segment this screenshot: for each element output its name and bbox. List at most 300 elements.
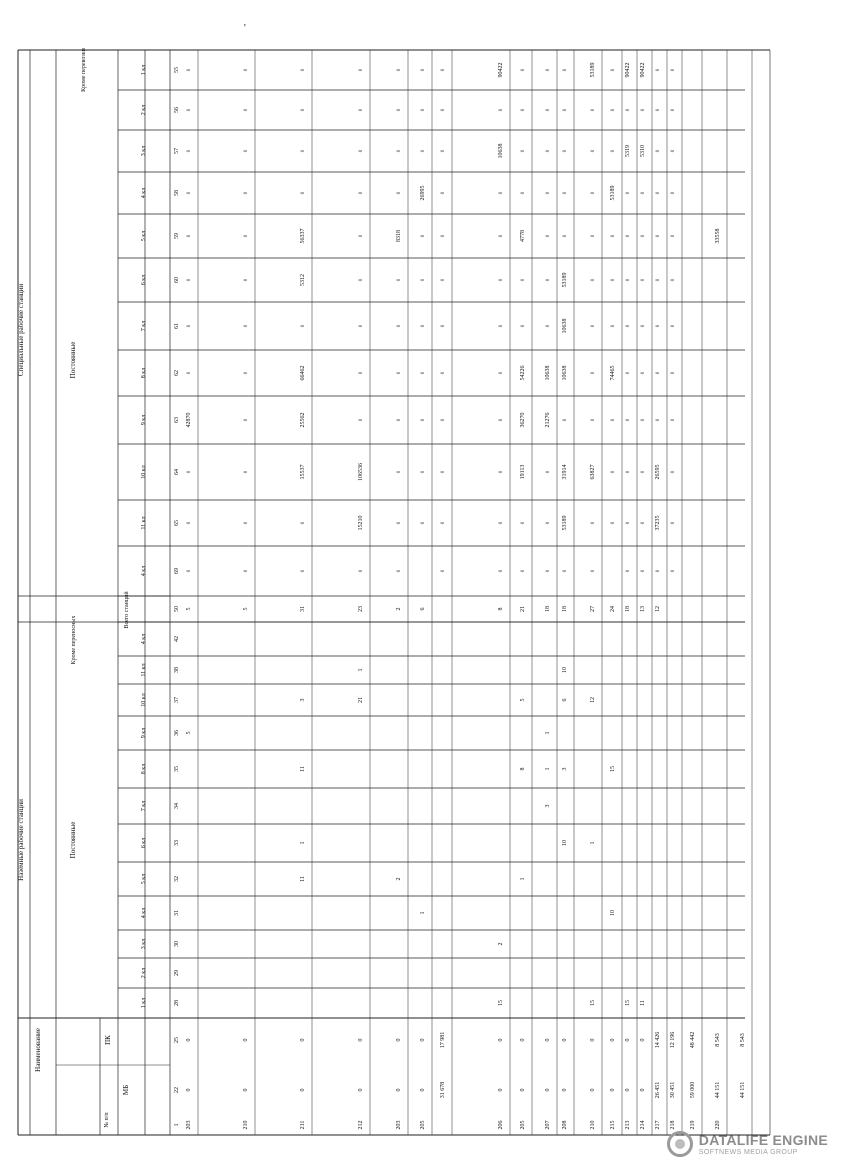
cell-zero: 0 [671, 68, 676, 72]
watermark-title: DATALIFE ENGINE [698, 1131, 828, 1148]
cell-zero: 0 [671, 324, 676, 328]
cell-zero: 0 [244, 371, 249, 375]
cell-zero: 0 [441, 234, 446, 238]
row-value-a: 0 [300, 1088, 306, 1092]
cell-zero: 0 [421, 324, 426, 328]
cell-zero: 0 [421, 234, 426, 238]
cell-zero: 0 [301, 108, 306, 112]
cell-zero: 0 [671, 569, 676, 573]
row-value-a: 26 451 [655, 1081, 661, 1099]
sub-column-a: МБ [122, 1084, 130, 1096]
watermark-logo-icon [667, 1131, 693, 1157]
cell-value: 26595 [655, 464, 661, 480]
cell-zero: 0 [499, 371, 504, 375]
right-column-label: 4 кл [141, 565, 147, 577]
cell-zero: 0 [244, 569, 249, 573]
left-column-label: 3 кл [141, 938, 147, 950]
cell-value: 90422 [625, 62, 631, 78]
cell-zero: 0 [244, 68, 249, 72]
row-value-a: 0 [610, 1088, 616, 1092]
cell-zero: 0 [301, 68, 306, 72]
cell-zero: 0 [421, 149, 426, 153]
name-column-title: Наименование [34, 1028, 42, 1072]
cell-value: 11 [300, 766, 306, 772]
right-column-number: 61 [174, 323, 180, 329]
cell-value: 3 [545, 804, 551, 808]
cell-value: 106536 [358, 463, 364, 481]
cell-value: 15 [610, 766, 616, 772]
row-value-mid: 21 [520, 606, 526, 612]
row-number: 206 [498, 1120, 504, 1130]
cell-zero: 0 [187, 371, 192, 375]
right-column-label: 6 кл [141, 274, 147, 286]
left-column-number: 30 [174, 941, 180, 947]
cell-zero: 0 [611, 234, 616, 238]
cell-zero: 0 [244, 278, 249, 282]
row-value-a: 0 [625, 1088, 631, 1092]
right-column-number: 57 [174, 148, 180, 154]
cell-zero: 0 [656, 68, 661, 72]
cell-zero: 0 [421, 371, 426, 375]
row-number: 208 [562, 1120, 568, 1130]
group-right-title: Специальные рабочие станции [17, 283, 25, 377]
cell-zero: 0 [397, 371, 402, 375]
cell-zero: 0 [441, 108, 446, 112]
row-value-a: 0 [186, 1088, 192, 1092]
cell-zero: 0 [641, 191, 646, 195]
cell-zero: 0 [671, 234, 676, 238]
row-number: 211 [300, 1120, 306, 1130]
cell-value: 5 [186, 731, 192, 735]
row-value-mid: 18 [625, 606, 631, 612]
cell-zero: 0 [499, 521, 504, 525]
cell-zero: 0 [591, 569, 596, 573]
row-value-a: 0 [520, 1088, 526, 1092]
row-value-b: 12 196 [670, 1031, 676, 1049]
cell-zero: 0 [421, 68, 426, 72]
row-number: 203 [186, 1120, 192, 1130]
cell-value: 15 [625, 1000, 631, 1006]
cell-zero: 0 [187, 470, 192, 474]
cell-zero: 0 [521, 149, 526, 153]
left-column-label: 5 кл [141, 873, 147, 885]
cell-zero: 0 [359, 68, 364, 72]
row-number: 220 [715, 1120, 721, 1130]
cell-zero: 0 [591, 108, 596, 112]
left-column-number: 31 [174, 910, 180, 916]
cell-zero: 0 [641, 371, 646, 375]
cell-value: 1 [300, 841, 306, 845]
group-right-subtitle: Постоянные [69, 341, 77, 379]
cell-value: 10 [562, 667, 568, 673]
row-number: 210 [590, 1120, 596, 1130]
cell-zero: 0 [656, 234, 661, 238]
row-value-mid: 24 [610, 606, 616, 612]
cell-zero: 0 [441, 521, 446, 525]
row-value-b: 0 [300, 1038, 306, 1042]
cell-zero: 0 [563, 569, 568, 573]
row-value-b: 8 543 [715, 1033, 721, 1047]
left-column-label: 7 кл [141, 800, 147, 812]
cell-value: 5310 [640, 145, 646, 157]
cell-zero: 0 [671, 149, 676, 153]
cell-zero: 0 [671, 278, 676, 282]
cell-zero: 0 [641, 418, 646, 422]
right-column-number: 60 [174, 277, 180, 283]
cell-zero: 0 [591, 191, 596, 195]
cell-value: 5 [520, 698, 526, 702]
cell-zero: 0 [546, 324, 551, 328]
cell-zero: 0 [611, 108, 616, 112]
cell-zero: 0 [441, 191, 446, 195]
cell-zero: 0 [546, 68, 551, 72]
cell-zero: 0 [187, 191, 192, 195]
num-column-title: № п/п [104, 1112, 110, 1128]
row-value-a: 0 [640, 1088, 646, 1092]
cell-value: 19113 [520, 464, 526, 480]
row-value-b: 0 [640, 1038, 646, 1042]
cell-value: 1 [520, 877, 526, 881]
cell-zero: 0 [187, 278, 192, 282]
cell-zero: 0 [563, 418, 568, 422]
left-column-number: 33 [174, 840, 180, 846]
cell-zero: 0 [187, 324, 192, 328]
right-column-label: 7 кл [141, 320, 147, 332]
row-value-mid: 5 [243, 607, 249, 611]
cell-zero: 0 [421, 278, 426, 282]
cell-zero: 0 [671, 418, 676, 422]
cell-zero: 0 [611, 278, 616, 282]
cell-value: 26995 [420, 185, 426, 201]
cell-zero: 0 [641, 470, 646, 474]
cell-value: 1 [420, 911, 426, 915]
cell-zero: 0 [441, 371, 446, 375]
cell-value: 11 [300, 876, 306, 882]
cell-zero: 0 [499, 324, 504, 328]
cell-zero: 0 [359, 191, 364, 195]
cell-zero: 0 [359, 371, 364, 375]
group-left-title: Наземные рабочие станции [17, 799, 25, 881]
cell-zero: 0 [499, 418, 504, 422]
right-column-label: 2 кл [141, 104, 147, 116]
cell-value: 53189 [562, 272, 568, 288]
cell-zero: 0 [301, 191, 306, 195]
cell-zero: 0 [499, 569, 504, 573]
right-column-label: 9 кл [141, 414, 147, 426]
row-value-b: 0 [186, 1038, 192, 1042]
cell-zero: 0 [397, 278, 402, 282]
cell-value: 21 [358, 697, 364, 703]
cell-zero: 0 [244, 324, 249, 328]
row-value-b: 0 [243, 1038, 249, 1042]
row-number: 207 [545, 1120, 551, 1130]
cell-value: 10638 [498, 143, 504, 159]
cell-zero: 0 [499, 191, 504, 195]
cell-value: 4778 [520, 230, 526, 242]
cell-zero: 0 [626, 470, 631, 474]
row-value-a: 0 [358, 1088, 364, 1092]
watermark [667, 1131, 828, 1157]
cell-zero: 0 [641, 108, 646, 112]
cell-zero: 0 [546, 108, 551, 112]
cell-value: 1 [545, 731, 551, 735]
row-value-mid: 18 [562, 606, 568, 612]
row-value-b: 0 [610, 1038, 616, 1042]
cell-zero: 0 [521, 278, 526, 282]
row-value-a: 30 451 [670, 1081, 676, 1099]
cell-zero: 0 [187, 108, 192, 112]
cell-zero: 0 [301, 569, 306, 573]
cell-value: 25562 [300, 412, 306, 428]
cell-zero: 0 [301, 149, 306, 153]
cell-value: 15 [590, 1000, 596, 1006]
row-value-a: 0 [498, 1088, 504, 1092]
cell-zero: 0 [641, 278, 646, 282]
row-value-b: 0 [590, 1038, 596, 1042]
cell-zero: 0 [591, 521, 596, 525]
right-column-number: 69 [174, 568, 180, 574]
right-column-label: 5 кл [141, 230, 147, 242]
cell-zero: 0 [671, 371, 676, 375]
cell-zero: 0 [397, 191, 402, 195]
left-column-number: 28 [174, 1000, 180, 1006]
cell-zero: 0 [641, 569, 646, 573]
cell-zero: 0 [626, 324, 631, 328]
right-column-number: 65 [174, 520, 180, 526]
mid-column-title: Всего станций [124, 591, 130, 629]
cell-value: 53189 [562, 515, 568, 531]
cell-zero: 0 [563, 108, 568, 112]
cell-zero: 0 [546, 569, 551, 573]
left-column-label: 10 кл [141, 693, 147, 707]
row-value-a: 0 [420, 1088, 426, 1092]
row-value-a: 0 [590, 1088, 596, 1092]
cell-zero: 0 [563, 191, 568, 195]
cell-value: 63827 [590, 464, 596, 480]
row-value-b: 0 [520, 1038, 526, 1042]
cell-zero: 0 [359, 108, 364, 112]
cell-zero: 0 [546, 278, 551, 282]
left-column-number: 36 [174, 730, 180, 736]
cell-zero: 0 [397, 149, 402, 153]
cell-value: 66462 [300, 365, 306, 381]
row-value-b: 0 [498, 1038, 504, 1042]
cell-zero: 0 [591, 278, 596, 282]
group-left-subtitle: Постоянные [69, 821, 77, 859]
right-column-label: 11 кл [141, 516, 147, 530]
cell-zero: 0 [521, 521, 526, 525]
cell-value: 53189 [610, 185, 616, 201]
row-value-b: 0 [562, 1038, 568, 1042]
cell-zero: 0 [626, 191, 631, 195]
row-number: 213 [625, 1120, 631, 1130]
row-number: 219 [690, 1120, 696, 1130]
cell-zero: 0 [499, 278, 504, 282]
cell-value: 10638 [545, 365, 551, 381]
cell-zero: 0 [441, 569, 446, 573]
cell-value: 3 [300, 698, 306, 702]
right-column-label: 8 кл [141, 367, 147, 379]
cell-value: 36270 [520, 412, 526, 428]
cell-value: 37235 [655, 515, 661, 531]
cell-value: 10 [610, 910, 616, 916]
cell-zero: 0 [244, 521, 249, 525]
cell-zero: 0 [301, 521, 306, 525]
row-value-b: 48 442 [690, 1031, 696, 1049]
row-value-mid: 31 [300, 606, 306, 612]
cell-value: 15210 [358, 515, 364, 531]
cell-zero: 0 [441, 418, 446, 422]
row-number: 212 [358, 1120, 364, 1130]
cell-value: 11 [640, 1000, 646, 1006]
cell-value: 90422 [498, 62, 504, 78]
cell-zero: 0 [546, 191, 551, 195]
cell-zero: 0 [187, 68, 192, 72]
row-value-mid: 18 [545, 606, 551, 612]
cell-zero: 0 [611, 149, 616, 153]
cell-zero: 0 [591, 371, 596, 375]
cell-value: 15 [498, 1000, 504, 1006]
row-number: 203 [396, 1120, 402, 1130]
cell-zero: 0 [611, 68, 616, 72]
left-column-label: 4 кл [141, 633, 147, 645]
row-value-b: 0 [420, 1038, 426, 1042]
cell-zero: 0 [441, 149, 446, 153]
cell-zero: 0 [656, 108, 661, 112]
left-column-number: 32 [174, 876, 180, 882]
cell-zero: 0 [671, 470, 676, 474]
cell-zero: 0 [611, 418, 616, 422]
cell-zero: 0 [563, 149, 568, 153]
row-value-mid: 2 [396, 607, 402, 611]
cell-value: 1 [545, 767, 551, 771]
row-value-b: 0 [358, 1038, 364, 1042]
cell-zero: 0 [244, 234, 249, 238]
row-value-b: 0 [625, 1038, 631, 1042]
row-number: 210 [243, 1120, 249, 1130]
cell-zero: 0 [591, 324, 596, 328]
cell-value: 53189 [590, 62, 596, 78]
right-column-number: 63 [174, 417, 180, 423]
cell-value: 54226 [520, 365, 526, 381]
row-number: 217 [655, 1120, 661, 1130]
cell-zero: 0 [563, 234, 568, 238]
cell-zero: 0 [359, 418, 364, 422]
cell-zero: 0 [671, 108, 676, 112]
left-column-label: 9 кл [141, 727, 147, 739]
cell-value: 5319 [625, 145, 631, 157]
row-value-a: 44 151 [740, 1081, 746, 1099]
cell-zero: 0 [521, 191, 526, 195]
cell-zero: 0 [244, 191, 249, 195]
cell-zero: 0 [301, 324, 306, 328]
cell-value: 8 [520, 767, 526, 771]
row-value-a: 31 678 [440, 1081, 446, 1099]
cell-zero: 0 [397, 324, 402, 328]
row-value-b: 0 [396, 1038, 402, 1042]
cell-value: 74465 [610, 365, 616, 381]
cell-value: 1 [358, 668, 364, 672]
cell-zero: 0 [397, 68, 402, 72]
cell-value: 1 [590, 841, 596, 845]
left-column-number: 42 [174, 636, 180, 642]
cell-zero: 0 [641, 324, 646, 328]
cell-zero: 0 [591, 418, 596, 422]
cell-zero: 0 [244, 108, 249, 112]
row-number: 214 [640, 1120, 646, 1130]
sub-column-b: ПК [104, 1035, 112, 1045]
cell-value: 3 [562, 767, 568, 771]
row-number: 205 [420, 1120, 426, 1130]
row-value-a: 0 [545, 1088, 551, 1092]
cell-zero: 0 [626, 569, 631, 573]
cell-zero: 0 [656, 324, 661, 328]
row-value-mid: 23 [358, 606, 364, 612]
cell-zero: 0 [397, 521, 402, 525]
cell-value: 2 [498, 942, 504, 946]
cell-zero: 0 [546, 470, 551, 474]
row-value-mid: 5 [186, 607, 192, 611]
cell-zero: 0 [359, 569, 364, 573]
cell-zero: 0 [441, 324, 446, 328]
cell-value: 56337 [300, 228, 306, 244]
cell-zero: 0 [441, 470, 446, 474]
cell-value: 10 [562, 840, 568, 846]
left-column-number: 38 [174, 667, 180, 673]
left-column-label: 2 кл [141, 967, 147, 979]
cell-zero: 0 [656, 149, 661, 153]
group-right-other: Кроме перевозки [81, 48, 87, 92]
cell-zero: 0 [499, 234, 504, 238]
right-column-number: 62 [174, 370, 180, 376]
cell-zero: 0 [626, 234, 631, 238]
cell-zero: 0 [591, 149, 596, 153]
cell-zero: 0 [359, 324, 364, 328]
cell-zero: 0 [187, 521, 192, 525]
right-column-number: 64 [174, 469, 180, 475]
left-column-number: 35 [174, 766, 180, 772]
row-value-b: 8 543 [740, 1033, 746, 1047]
cell-value: 15537 [300, 464, 306, 480]
cell-zero: 0 [521, 324, 526, 328]
right-column-number: 58 [174, 190, 180, 196]
row-value-mid: 27 [590, 606, 596, 612]
cell-zero: 0 [521, 569, 526, 573]
cell-zero: 0 [656, 569, 661, 573]
cell-zero: 0 [626, 521, 631, 525]
cell-zero: 0 [521, 108, 526, 112]
cell-value: 5312 [300, 274, 306, 286]
cell-zero: 0 [626, 418, 631, 422]
cell-zero: 0 [656, 418, 661, 422]
cell-value: 10638 [562, 318, 568, 334]
cell-value: 21276 [545, 412, 551, 428]
cell-zero: 0 [656, 191, 661, 195]
cell-zero: 0 [656, 278, 661, 282]
right-column-number: 56 [174, 107, 180, 113]
cell-value: 8318 [396, 230, 402, 242]
row-value-mid: 12 [655, 606, 661, 612]
left-column-number: 37 [174, 697, 180, 703]
row-number: 218 [670, 1120, 676, 1130]
cell-zero: 0 [546, 521, 551, 525]
row-number: 205 [520, 1120, 526, 1130]
cell-zero: 0 [397, 108, 402, 112]
cell-zero: 0 [359, 234, 364, 238]
cell-zero: 0 [187, 149, 192, 153]
col-num-row: 1 [174, 1123, 180, 1127]
cell-value: 12 [590, 697, 596, 703]
